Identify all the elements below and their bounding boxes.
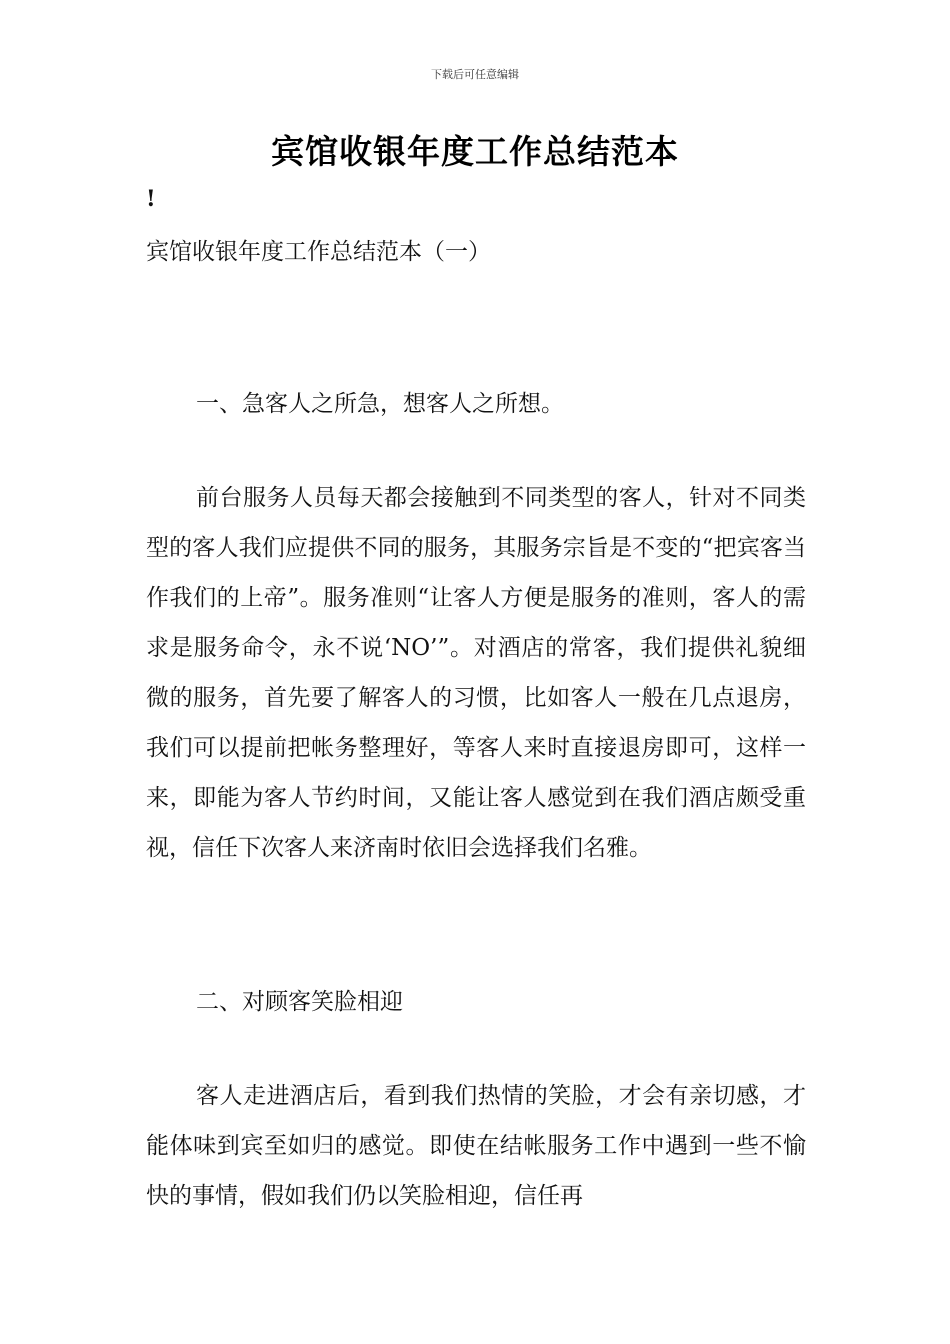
exclamation-mark: !	[146, 186, 156, 212]
section-paragraph-2: 客人走进酒店后，看到我们热情的笑脸，才会有亲切感，才能体味到宾至如归的感觉。即使在结帐服务工作中遇到一些不愉快的事情，假如我们仍以笑脸相迎，信任再	[146, 1083, 806, 1209]
document-subtitle: 宾馆收银年度工作总结范本（一）	[146, 239, 491, 265]
section-paragraph-1: 前台服务人员每天都会接触到不同类型的客人，针对不同类型的客人我们应提供不同的服务，其服务宗旨是不变的“把宾客当作我们的上帝”。服务准则“让客人方便是服务的准则，客人的需求是服务命令，永不说‘NO’”。对酒店的常客，我们提供礼貌细微的服务，首先要了解客人的习惯，比如客人一般在几点退房，我们可以提前把帐务整理好，等客人来时直接退房即可，这样一来，即能为客人节约时间，又能让客人感觉到在我们酒店颇受重视，信任下次客人来济南时依旧会选择我们名雅。	[146, 485, 806, 861]
section-heading-2: 二、对顾客笑脸相迎	[196, 989, 403, 1015]
section-heading-1: 一、急客人之所急，想客人之所想。	[196, 391, 564, 417]
document-title: 宾馆收银年度工作总结范本	[271, 132, 679, 171]
header-note: 下载后可任意编辑	[431, 68, 519, 81]
